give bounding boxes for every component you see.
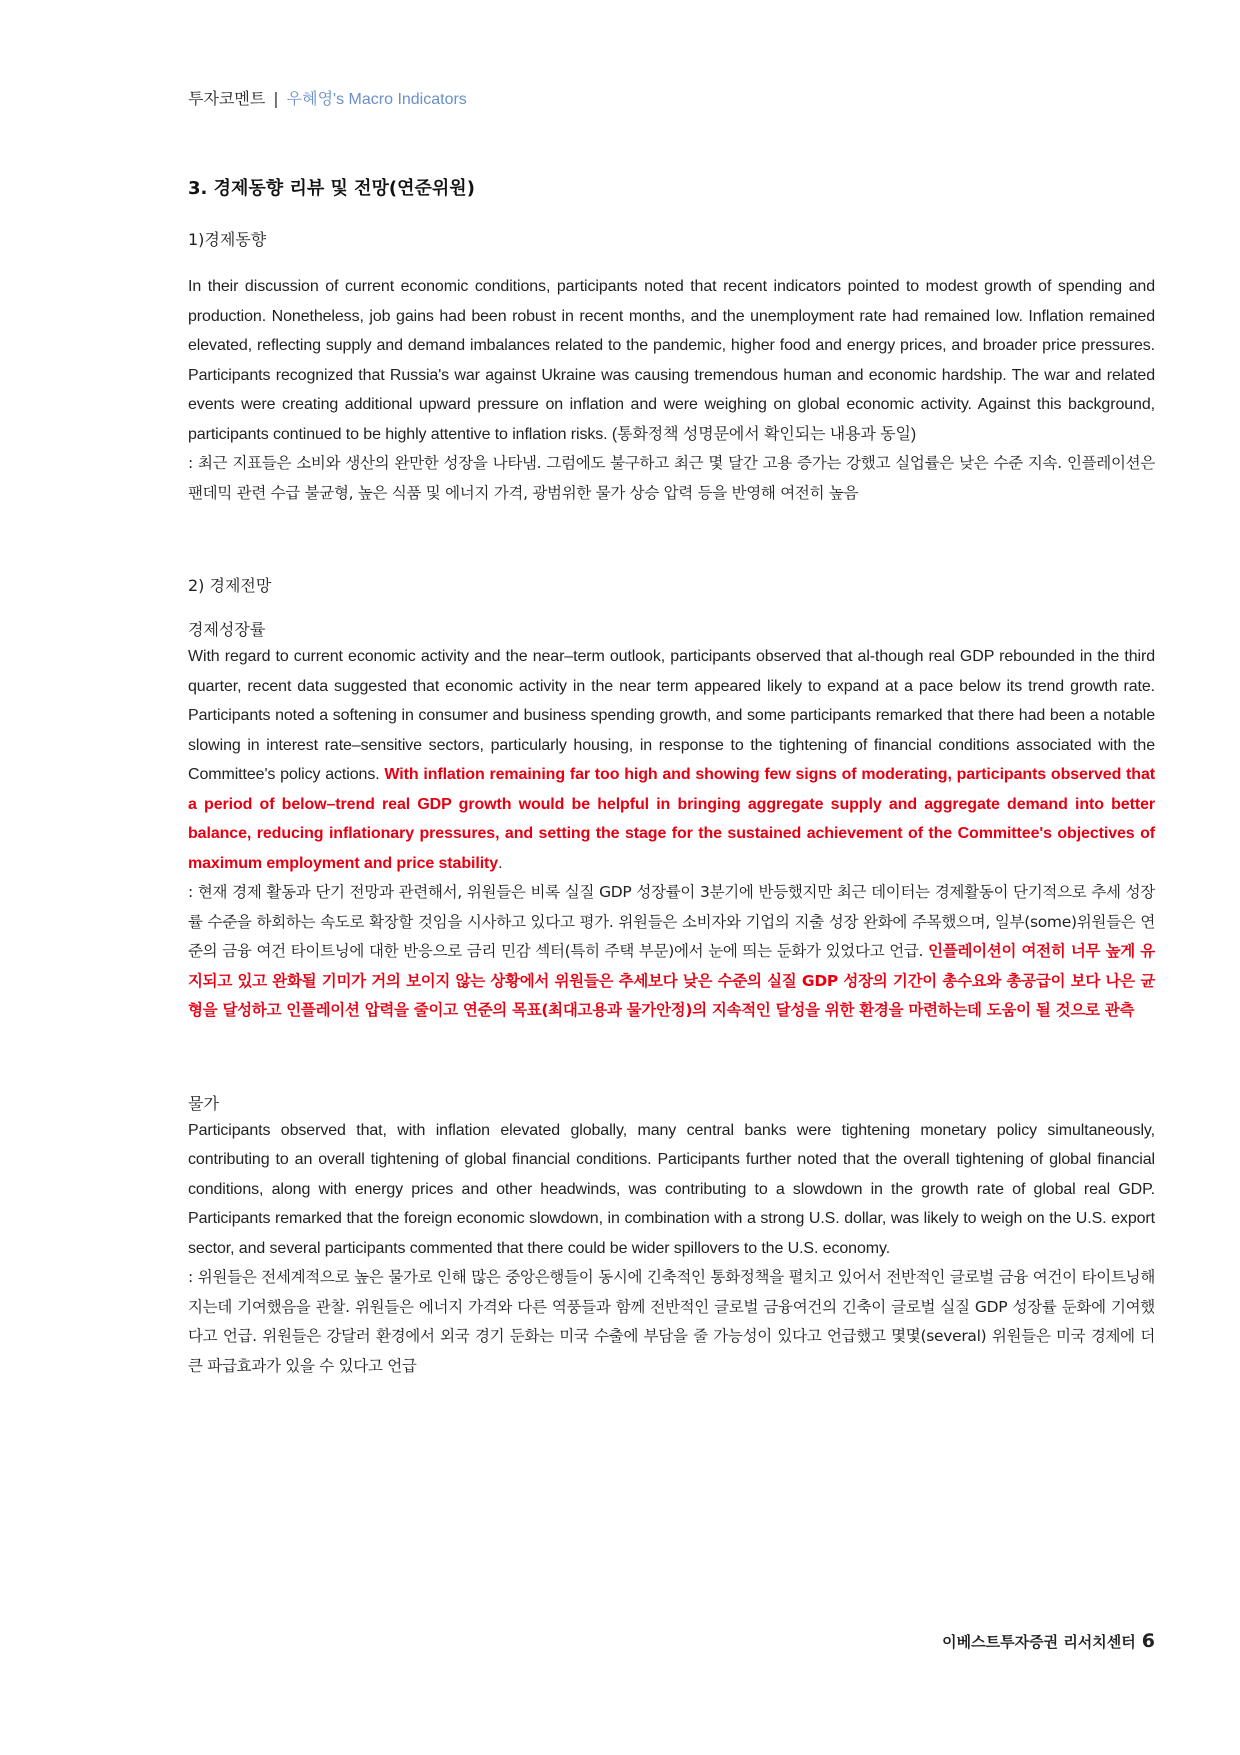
topic-heading-growth: 경제성장률	[188, 620, 266, 639]
report-content	[188, 176, 1155, 1381]
growth-korean-summary	[188, 878, 1155, 1026]
topic-heading-prices: 물가	[188, 1093, 219, 1113]
footer-company: 이베스트투자증권 리서치센터	[942, 1633, 1136, 1651]
growth-english-highlight: With inflation remaining far too high and showing few signs of moderating, participants observed that a period of below–trend real GDP growth would be helpful in bringing aggregate supply and aggregate demand into better balance, reducing inflationary pressures, and setting the stage for the sustained achievement of the Committee's objectives of maximum employment and price stability	[188, 766, 1155, 872]
subsection-heading-economic-outlook: 2) 경제전망	[188, 576, 272, 595]
prices-english-paragraph: Participants observed that, with inflation elevated globally, many central banks were tightening monetary policy simultaneously, contributing to an overall tightening of global financial conditions. Participants further noted that the overall tightening of global financial conditions, along with energy prices and other headwinds, was contributing to a slowdown in the growth rate of global real GDP. Participants remarked that the foreign economic slowdown, in combination with a strong U.S. dollar, was likely to weigh on the U.S. export sector, and several participants commented that there could be wider spillovers to the U.S. economy.	[188, 1121, 1155, 1257]
growth-korean-highlight: 인플레이션이 여전히 너무 높게 유지되고 있고 완화될 기미가 거의 보이지 않는 상황에서 위원들은 추세보다 낮은 수준의 실질 GDP 성장의 기간이 총수요와 총공급이 보다 나은 균형을 달성하고 인플레이션 압력을 줄이고 연준의 목표(최대고용과 물가안정)의 지속적인 달성을 위한 환경을 마련하는데 도움이 될 것으로 관측	[188, 942, 1155, 1019]
header-category: 투자코멘트	[188, 89, 266, 108]
header-separator: |	[273, 89, 279, 108]
page-number: 6	[1141, 1630, 1155, 1652]
spacer	[188, 252, 1155, 272]
page-header	[188, 86, 467, 109]
prices-korean-summary: : 위원들은 전세계적으로 높은 물가로 인해 많은 중앙은행들이 동시에 긴축적인 통화정책을 펼치고 있어서 전반적인 글로벌 금융 여건이 타이트닝해지는데 기여했음을 관찰. 위원들은 에너지 가격와 다른 역풍들과 함께 전반적인 글로벌 금융여건의 긴축이 글로벌 실질 GDP 성장률 둔화에 기여했다고 언급. 위원들은 강달러 환경에서 외국 경기 둔화는 미국 수출에 부담을 줄 가능성이 있다고 언급했고 몇몇(several) 위원들은 미국 경제에 더 큰 파급효과가 있을 수 있다고 언급	[188, 1268, 1155, 1375]
section-title: 3. 경제동향 리뷰 및 전망(연준위원)	[188, 178, 475, 199]
economic-trends-korean-summary: : 최근 지표들은 소비와 생산의 완만한 성장을 나타냄. 그럼에도 불구하고 최근 몇 달간 고용 증가는 강했고 실업률은 낮은 수준 지속. 인플레이션은 팬데믹 관련 수급 불균형, 높은 식품 및 에너지 가격, 광범위한 물가 상승 압력 등을 반영해 여전히 높음	[188, 454, 1155, 502]
growth-english-paragraph	[188, 642, 1155, 878]
spacer	[188, 508, 1155, 574]
header-series-title: 우혜영's Macro Indicators	[286, 91, 467, 108]
page-footer	[942, 1630, 1155, 1652]
growth-korean-text: : 현재 경제 활동과 단기 전망과 관련해서, 위원들은 비록 실질 GDP 성장률이 3분기에 반등했지만 최근 데이터는 경제활동이 단기적으로 추세 성장률 수준을 하회하는 속도로 확장할 것임을 시사하고 있다고 평가. 위원들은 소비자와 기업의 지출 성장 완화에 주목했으며, 일부(some)위원들은 연준의 금융 여건 타이트닝에 대한 반응으로 금리 민감 섹터(특히 주택 부문)에서 눈에 띄는 둔화가 있었다고 언급.	[188, 883, 1155, 960]
growth-english-period: .	[498, 854, 503, 872]
subsection-heading-economic-trends: 1)경제동향	[188, 230, 267, 249]
growth-english-text: With regard to current economic activity and the near–term outlook, participants observed that al-though real GDP rebounded in the third quarter, recent data suggested that economic activity in the near term appeared likely to expand at a pace below its trend growth rate. Participants noted a softening in consumer and business spending growth, and some participants remarked that there had been a notable slowing in interest rate–sensitive sectors, particularly housing, in response to the tightening of financial conditions associated with the Committee's policy actions.	[188, 648, 1155, 783]
spacer	[188, 598, 1155, 618]
economic-trends-english-paragraph: In their discussion of current economic conditions, participants noted that recent indicators pointed to modest growth of spending and production. Nonetheless, job gains had been robust in recent months, and the unemployment rate had remained low. Inflation remained elevated, reflecting supply and demand imbalances related to the pandemic, higher food and energy prices, and broader price pressures. Participants recognized that Russia's war against Ukraine was causing tremendous human and economic hardship. The war and related events were creating additional upward pressure on inflation and were weighing on global economic activity. Against this background, participants continued to be highly attentive to inflation risks. (통화정책 성명문에서 확인되는 내용과 동일)	[188, 278, 1155, 443]
spacer	[188, 1026, 1155, 1092]
